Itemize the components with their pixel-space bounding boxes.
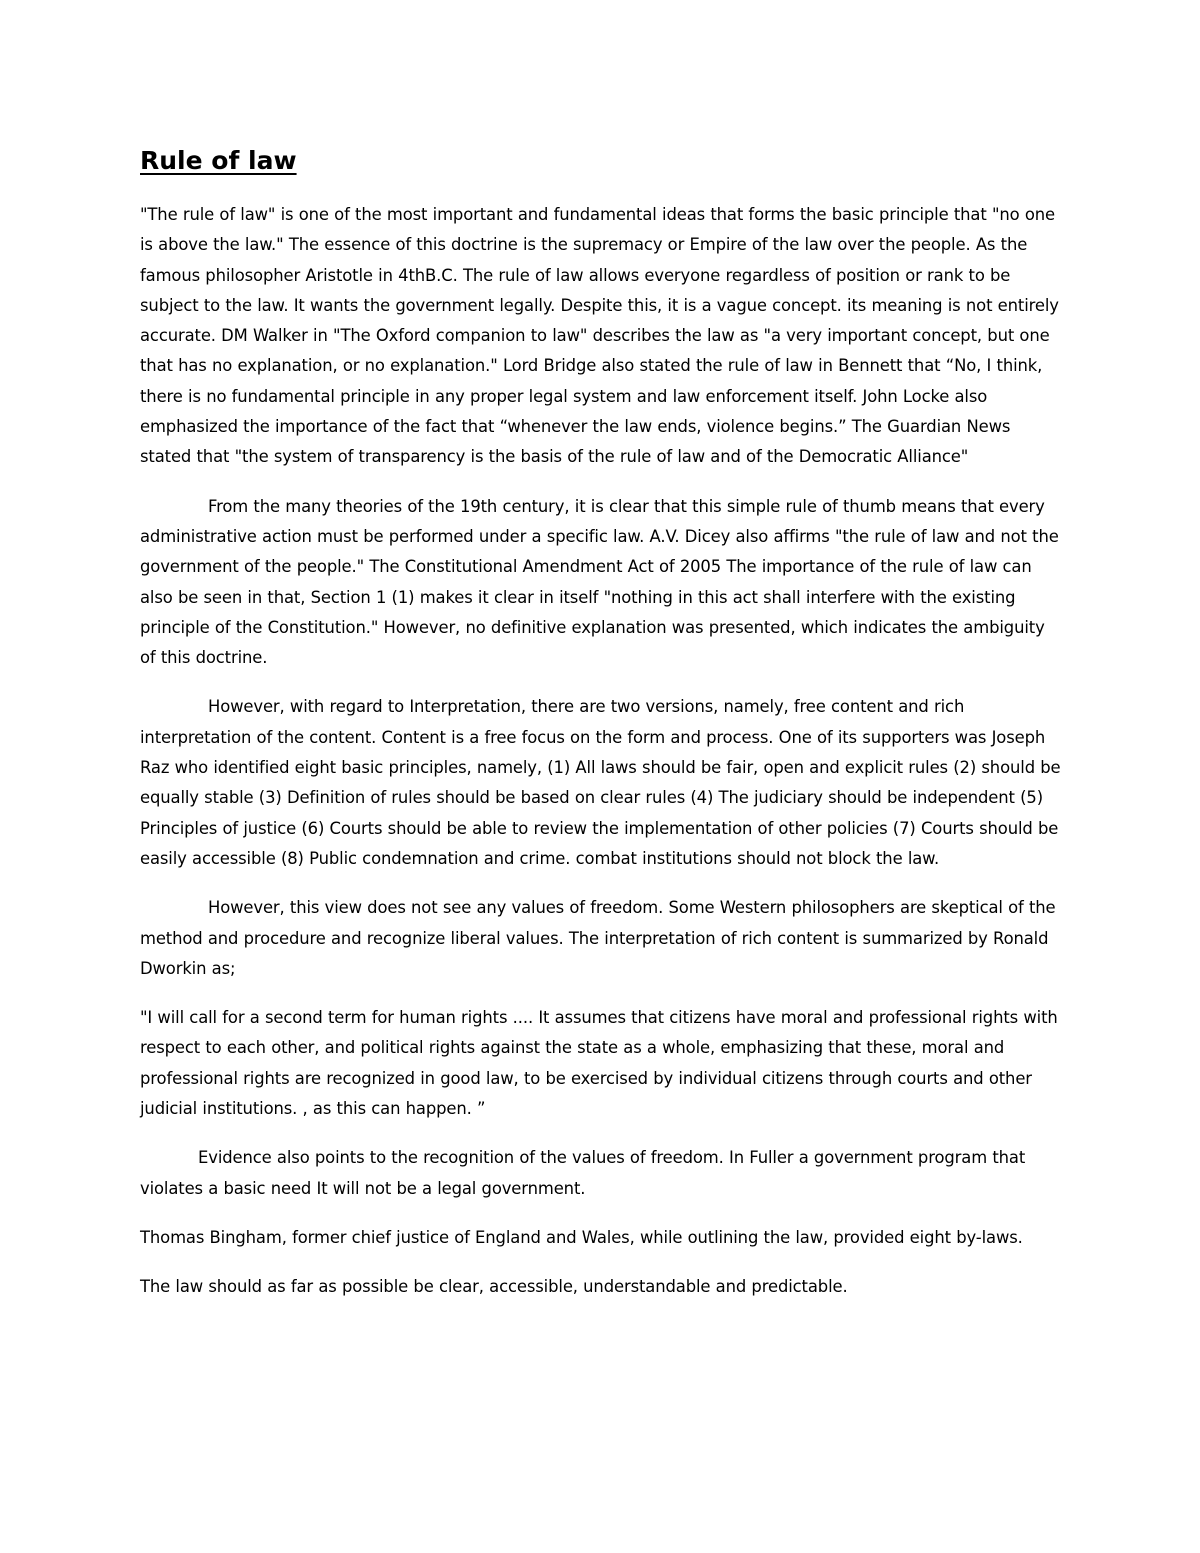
document-body (140, 143, 1062, 1303)
paragraph-fuller: Evidence also points to the recognition of the values of freedom. In Fuller a government program that violates a basic need It will not be a legal government. (140, 1148, 1026, 1198)
paragraph-dicey: From the many theories of the 19th century, it is clear that this simple rule of thumb means that every administrative action must be performed under a specific law. A.V. Dicey also affirms "the rule of law and not the government of the people." The Constitutional Amendment Act of 2005 The importance of the rule of law can also be seen in that, Section 1 (1) makes it clear in itself "nothing in this act shall interfere with the existing principle of the Constitution." However, no definitive explanation was presented, which indicates the ambiguity of this doctrine. (140, 496, 1059, 668)
paragraph-intro: "The rule of law" is one of the most important and fundamental ideas that forms the basic principle that "no one is above the law." The essence of this doctrine is the supremacy or Empire of the law over the people. As the famous philosopher Aristotle in 4thB.C. The rule of law allows everyone regardless of position or rank to be subject to the law. It wants the government legally. Despite this, it is a vague concept. its meaning is not entirely accurate. DM Walker in "The Oxford companion to law" describes the law as "a very important concept, but one that has no explanation, or no explanation." Lord Bridge also stated the rule of law in Bennett that “No, I think, there is no fundamental principle in any proper legal system and law enforcement itself. John Locke also emphasized the importance of the fact that “whenever the law ends, violence begins.” The Guardian News stated that "the system of transparency is the basis of the rule of law and of the Democratic Alliance" (140, 205, 1059, 467)
paragraph-freedom: However, this view does not see any values of freedom. Some Western philosophers are skeptical of the method and procedure and recognize liberal values. The interpretation of rich content is summarized by Ronald Dworkin as; (140, 898, 1056, 978)
paragraph-dworkin-quote: "I will call for a second term for human rights .... It assumes that citizens have moral and professional rights with respect to each other, and political rights against the state as a whole, emphasizing that these, moral and professional rights are recognized in good law, to be exercised by individual citizens through courts and other judicial institutions. , as this can happen. ” (140, 1008, 1058, 1119)
document-title: Rule of law (140, 146, 297, 175)
paragraph-bingham: Thomas Bingham, former chief justice of England and Wales, while outlining the law, provided eight by-laws. (140, 1227, 1023, 1247)
paragraph-clear-law: The law should as far as possible be clear, accessible, understandable and predictable. (140, 1277, 848, 1297)
paragraph-interpretation: However, with regard to Interpretation, there are two versions, namely, free content and rich interpretation of the content. Content is a free focus on the form and process. One of its supporters was Joseph Raz who identified eight basic principles, namely, (1) All laws should be fair, open and explicit rules (2) should be equally stable (3) Definition of rules should be based on clear rules (4) The judiciary should be independent (5) Principles of justice (6) Courts should be able to review the implementation of other policies (7) Courts should be easily accessible (8) Public condemnation and crime. combat institutions should not block the law. (140, 697, 1061, 868)
